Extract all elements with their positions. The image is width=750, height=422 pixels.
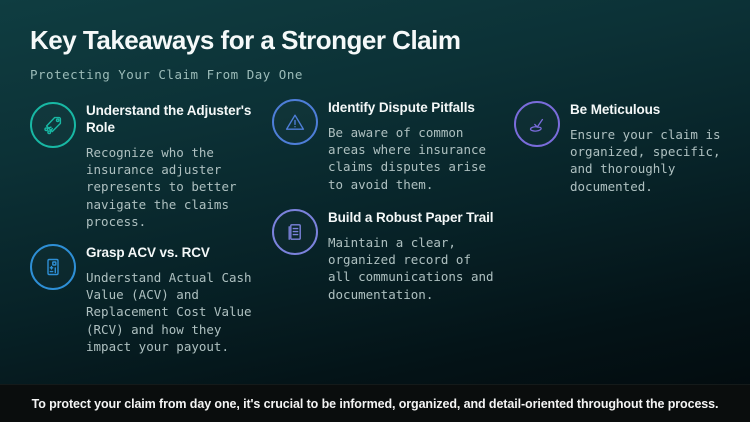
takeaway-text xyxy=(328,209,510,303)
takeaway-acv-rcv xyxy=(30,244,268,355)
takeaway-text xyxy=(86,102,268,230)
takeaway-body: Ensure your claim is organized, specific, and thoroughly documented. xyxy=(570,126,721,194)
document-icon xyxy=(272,209,318,255)
takeaway-heading: Understand the Adjuster's Role xyxy=(86,103,252,135)
takeaway-body: Understand Actual Cash Value (ACV) and Replacement Cost Value (RCV) and how they impact your payout. xyxy=(86,269,252,354)
takeaway-text xyxy=(86,244,268,355)
takeaway-heading: Identify Dispute Pitfalls xyxy=(328,100,475,115)
warning-triangle-icon xyxy=(272,99,318,145)
takeaway-body: Maintain a clear, organized record of all communications and documentation. xyxy=(328,234,494,302)
takeaway-heading: Build a Robust Paper Trail xyxy=(328,210,494,225)
takeaway-heading: Grasp ACV vs. RCV xyxy=(86,245,210,260)
calculator-icon xyxy=(30,244,76,290)
takeaway-dispute-pitfalls xyxy=(272,99,510,193)
footer-text: To protect your claim from day one, it's crucial to be informed, organized, and detail-oriented throughout the process. xyxy=(31,396,719,411)
page-subtitle: Protecting Your Claim From Day One xyxy=(30,66,303,82)
takeaway-text xyxy=(328,99,510,193)
page-title: Key Takeaways for a Stronger Claim xyxy=(30,25,461,55)
takeaway-text xyxy=(570,101,750,195)
takeaway-paper-trail xyxy=(272,209,510,303)
takeaway-body: Be aware of common areas where insurance claims disputes arise to avoid them. xyxy=(328,124,487,192)
check-swirl-icon xyxy=(514,101,560,147)
takeaway-adjusters-role xyxy=(30,102,268,230)
header xyxy=(30,26,460,82)
takeaway-be-meticulous xyxy=(514,101,750,195)
takeaway-heading: Be Meticulous xyxy=(570,102,661,117)
tag-and-scissors-icon xyxy=(30,102,76,148)
footer-bar xyxy=(0,384,750,422)
takeaway-body: Recognize who the insurance adjuster represents to better navigate the claims process. xyxy=(86,144,237,229)
